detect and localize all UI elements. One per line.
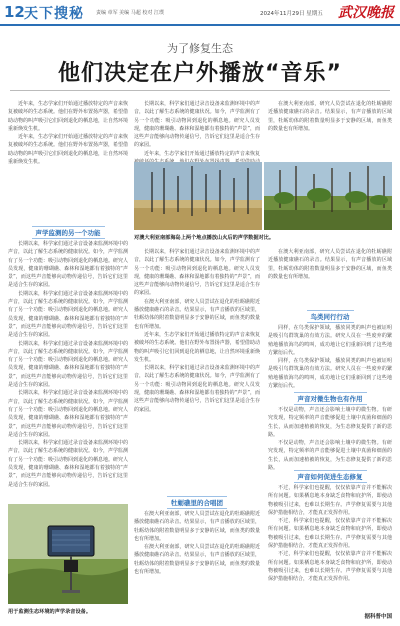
page-number: 12: [4, 3, 25, 21]
subhead-acoustic-monitoring: 声学监测的另一个功能: [8, 226, 128, 239]
right-body-mid: 在澳大利亚南部，研究人员尝试在退化的牡蛎礁附近播放健康礁石的录音。结果显示，有声音播放的区域里，牡蛎幼体的附着数量明显多于安静的区域，而鱼类的数量也有所增加。: [268, 249, 392, 280]
section2-body: 在澳大利亚南部，研究人员尝试在退化的牡蛎礁附近播放健康礁石的录音。结果显示，有声音播放的区域里，牡蛎幼体的附着数量明显多于安静的区域，而鱼类的数量也有所增加。 在澳大利亚南部，研究人员尝试在退化的牡蛎礁附近播放健康礁石的录音。结果显示，有声音播放的区域里，牡蛎幼体的附着数量明显多于安静的区域，而鱼类的数量也有所增加。: [134, 511, 260, 576]
lead-paragraph: 近年来，生态学家们开始通过播放特定的声音来恢复被破坏的生态系统。他们在野外布置扬声器，希望借助动物的叫声吸引它们回到退化的栖息地，让自然环境重新焕发生机。 近年来，生态学家们开始通过播放特定的声音来恢复被破坏的生态系统。他们在野外布置扬声器，希望借助动物的叫声吸引它们回到退化的栖息地，让自然环境重新焕发生机。: [8, 101, 129, 166]
editor-credits: 责编 章军 美编 马超 校对 江璞: [96, 10, 164, 16]
section3-body: 同样，在鸟类保护领域，播放同类的叫声也被证明是吸引鸟群筑巢的有效方法。研究人员在一些废弃的繁殖地播放海鸟的鸣叫，成功地让它们重新回到了这些地方繁衍后代。 同样，在鸟类保护领域，播放同类的叫声也被证明是吸引鸟群筑巢的有效方法。研究人员在一些废弃的繁殖地播放海鸟的鸣叫，成功地让它们重新回到了这些地方繁衍后代。: [268, 325, 392, 390]
publish-date: 2024年11月29日 星期五: [260, 11, 323, 17]
subhead-microbes: 声音对微生物也有作用: [268, 392, 392, 405]
section1-body: 长期以来，科学家们通过录音设备来监测环境中的声音，以此了解生态系统的健康状况。如今，声学监测有了另一个功能：吸引动物回到退化的栖息地。研究人员发现，健康的珊瑚礁、森林和湿地都有着独特的“声景”，而这些声音能够向动物传递信号，告诉它们这里是适合生存的家园。 长期以来，科学家们通过录音设备来监测环境中的声音，以此了解生态系统的健康状况。如今，声学监测有了另一个功能：吸引动物回到退化的栖息地。研究人员发现，健康的珊瑚礁、森林和湿地都有着独特的“声景”，而这些声音能够向动物传递信号，告诉它们这里是适合生存的家园。 长期以来，科学家们通过录音设备来监测环境中的声音，以此了解生态系统的健康状况。如今，声学监测有了另一个功能：吸引动物回到退化的栖息地。研究人员发现，健康的珊瑚礁、森林和湿地都有着独特的“声景”，而这些声音能够向动物传递信号，告诉它们这里是适合生存的家园。 长期以来，科学家们通过录音设备来监测环境中的声音，以此了解生态系统的健康状况。如今，声学监测有了另一个功能：吸引动物回到退化的栖息地。研究人员发现，健康的珊瑚礁、森林和湿地都有着独特的“声景”，而这些声音能够向动物传递信号，告诉它们这里是适合生存的家园。 长期以来，科学家们通过录音设备来监测环境中的声音，以此了解生态系统的健康状况。如今，声学监测有了另一个功能：吸引动物回到退化的栖息地。研究人员发现，健康的珊瑚礁、森林和湿地都有着独特的“声景”，而这些声音能够向动物传递信号，告诉它们这里是适合生存的家园。: [8, 241, 129, 488]
subhead-restoration: 声音如何促进生态修复: [268, 470, 392, 483]
middle-body-lower: 长期以来，科学家们通过录音设备来监测环境中的声音，以此了解生态系统的健康状况。如今，声学监测有了另一个功能：吸引动物回到退化的栖息地。研究人员发现，健康的珊瑚礁、森林和湿地都有着独特的“声景”，而这些声音能够向动物传递信号，告诉它们这里是适合生存的家园。 在澳大利亚南部，研究人员尝试在退化的牡蛎礁附近播放健康礁石的录音。结果显示，有声音播放的区域里，牡蛎幼体的附着数量明显多于安静的区域，而鱼类的数量也有所增加。 近年来，生态学家们开始通过播放特定的声音来恢复被破坏的生态系统。他们在野外布置扬声器，希望借助动物的叫声吸引它们回到退化的栖息地，让自然环境重新焕发生机。 长期以来，科学家们通过录音设备来监测环境中的声音，以此了解生态系统的健康状况。如今，声学监测有了另一个功能：吸引动物回到退化的栖息地。研究人员发现，健康的珊瑚礁、森林和湿地都有着独特的“声景”，而这些声音能够向动物传递信号，告诉它们这里是适合生存的家园。: [134, 249, 260, 413]
newspaper-logo: 武汉晚报: [338, 5, 394, 21]
recorder-caption: 用于监测生态环境的声学录音设备。: [8, 609, 92, 615]
subhead-bird-action: 鸟类同行行动: [268, 310, 392, 323]
source-credit: 据科普中国: [364, 614, 392, 620]
article-headline: 他们决定在户外播放“音乐”: [58, 61, 342, 86]
section5-body: 不过，科学家们也提醒，仅仅依靠声音并不能解决所有问题。如果栖息地本身缺乏食物和庇护所，即使动物被吸引过来，也难以长期生存。声学修复需要与其他保护措施相结合，才能真正发挥作用。 不过，科学家们也提醒，仅仅依靠声音并不能解决所有问题。如果栖息地本身缺乏食物和庇护所，即使动物被吸引过来，也难以长期生存。声学修复需要与其他保护措施相结合，才能真正发挥作用。 不过，科学家们也提醒，仅仅依靠声音并不能解决所有问题。如果栖息地本身缺乏食物和庇护所，即使动物被吸引过来，也难以长期生存。声学修复需要与其他保护措施相结合，才能真正发挥作用。: [268, 485, 392, 583]
section4-body: 不仅是动物，声音还会影响土壤中的微生物。有研究发现，特定频率的声音能够促进土壤中真菌和细菌的生长，从而加速植被的恢复，为生态修复提供了新的思路。 不仅是动物，声音还会影响土壤中的微生物。有研究发现，特定频率的声音能够促进土壤中真菌和细菌的生长，从而加速植被的恢复，为生态修复提供了新的思路。: [268, 407, 392, 472]
divider: [10, 90, 390, 91]
right-body-top: 在澳大利亚南部，研究人员尝试在退化的牡蛎礁附近播放健康礁石的录音。结果显示，有声音播放的区域里，牡蛎幼体的附着数量明显多于安静的区域，而鱼类的数量也有所增加。: [268, 101, 392, 132]
recorder-photo: [8, 504, 128, 604]
main-photo-pair: [134, 162, 392, 230]
section-title: 天下搜秘: [24, 6, 84, 22]
subhead-oyster-reef: 牡蛎礁里的合唱团: [134, 496, 260, 509]
middle-body-top: 长期以来，科学家们通过录音设备来监测环境中的声音，以此了解生态系统的健康状况。如今，声学监测有了另一个功能：吸引动物回到退化的栖息地。研究人员发现，健康的珊瑚礁、森林和湿地都有着独特的“声景”，而这些声音能够向动物传递信号，告诉它们这里是适合生存的家园。 近年来，生态学家们开始通过播放特定的声音来恢复: [134, 101, 260, 157]
article-kicker: 为了修复生态: [167, 42, 233, 55]
page-header: [0, 0, 400, 26]
main-photo-caption: 对澳大利亚南部海岛上两个地点播放山火后的声学数据对比。: [134, 235, 275, 241]
